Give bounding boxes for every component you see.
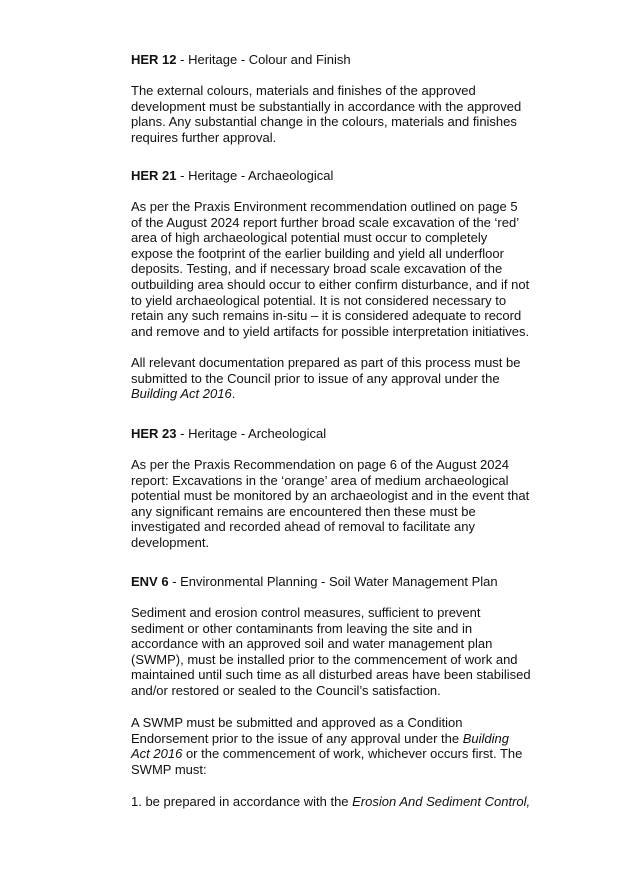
text-line: and remove and to yield artifacts for possible interpretation initiatives. [131, 323, 530, 339]
paragraph-her12 [131, 83, 523, 145]
text-line: report: Excavations in the ‘orange’ area of medium archaeological [131, 472, 509, 488]
text-line: All relevant documentation prepared as part of this process must be [131, 355, 521, 370]
paragraph-env6-swmp [131, 715, 523, 777]
list-item-1 [131, 794, 531, 810]
section-title: - Environmental Planning - Soil Water Management Plan [168, 574, 498, 589]
text-line: accordance with an approved soil and water management plan [131, 636, 493, 652]
text-line: Act 2016 or the commencement of work, whichever occurs first. The [131, 746, 523, 762]
text-line: development. [131, 534, 210, 550]
text-line: Endorsement prior to the issue of any approval under the Building [131, 730, 509, 746]
text-line: investigated and recorded ahead of removal to facilitate any [131, 519, 475, 535]
text-line: Building Act 2016. [131, 386, 236, 402]
text-line: development must be substantially in accordance with the approved [131, 98, 522, 114]
text-line: 1. be prepared in accordance with the Erosion And Sediment Control, [131, 794, 531, 809]
section-heading-env6 [131, 574, 523, 590]
text-line: The external colours, materials and finishes of the approved [131, 83, 476, 98]
standard-name: Erosion And Sediment Control, [352, 794, 531, 809]
text-line: deposits. Testing, and if necessary broad scale excavation of the [131, 261, 503, 277]
text-line: any significant remains are encountered then these must be [131, 503, 476, 519]
text-line: plans. Any substantial change in the colours, materials and finishes [131, 114, 517, 130]
text-line: sediment or other contaminants from leaving the site and in [131, 620, 473, 636]
text-line: Sediment and erosion control measures, sufficient to prevent [131, 605, 481, 620]
act-name: Act 2016 [131, 746, 183, 762]
section-code: HER 12 [131, 52, 177, 67]
paragraph-env6 [131, 605, 531, 699]
text-line: to yield archaeological potential. It is not considered necessary to [131, 292, 507, 308]
text-line: maintained until such time as all disturbed areas have been stabilised [131, 667, 531, 683]
paragraph-her21-documentation [131, 355, 523, 402]
section-code: HER 21 [131, 168, 177, 183]
section-heading-her12 [131, 52, 523, 68]
text-line: requires further approval. [131, 129, 277, 145]
text-line: SWMP must: [131, 761, 207, 777]
text-line: of the August 2024 report further broad scale excavation of the ‘red’ [131, 214, 520, 230]
act-name: Building [462, 730, 509, 746]
section-code: HER 23 [131, 426, 177, 441]
act-name: Building Act 2016 [131, 386, 232, 402]
section-heading-her23 [131, 426, 523, 442]
section-code: ENV 6 [131, 574, 169, 589]
text-line: outbuilding area should occur to either confirm disturbance, and if not [131, 276, 530, 292]
text-line: retain any such remains in-situ – it is considered adequate to record [131, 308, 522, 324]
text-line: A SWMP must be submitted and approved as a Condition [131, 715, 463, 730]
text-line: area of high archaeological potential must occur to completely [131, 230, 488, 246]
section-title: - Heritage - Colour and Finish [176, 52, 351, 67]
text-line: As per the Praxis Environment recommendation outlined on page 5 [131, 199, 518, 214]
text-line: submitted to the Council prior to issue of any approval under the [131, 370, 500, 386]
section-title: - Heritage - Archaeological [176, 168, 334, 183]
section-heading-her21 [131, 168, 523, 184]
text-line: and/or restored or sealed to the Council’s satisfaction. [131, 682, 441, 698]
text-line: potential must be monitored by an archaeologist and in the event that [131, 488, 530, 504]
text-line: As per the Praxis Recommendation on page 6 of the August 2024 [131, 457, 509, 472]
paragraph-her21 [131, 199, 530, 339]
text-line: expose the footprint of the earlier building and yield all underfloor [131, 245, 504, 261]
section-title: - Heritage - Archeological [176, 426, 327, 441]
text-line: (SWMP), must be installed prior to the commencement of work and [131, 651, 518, 667]
paragraph-her23 [131, 457, 530, 551]
